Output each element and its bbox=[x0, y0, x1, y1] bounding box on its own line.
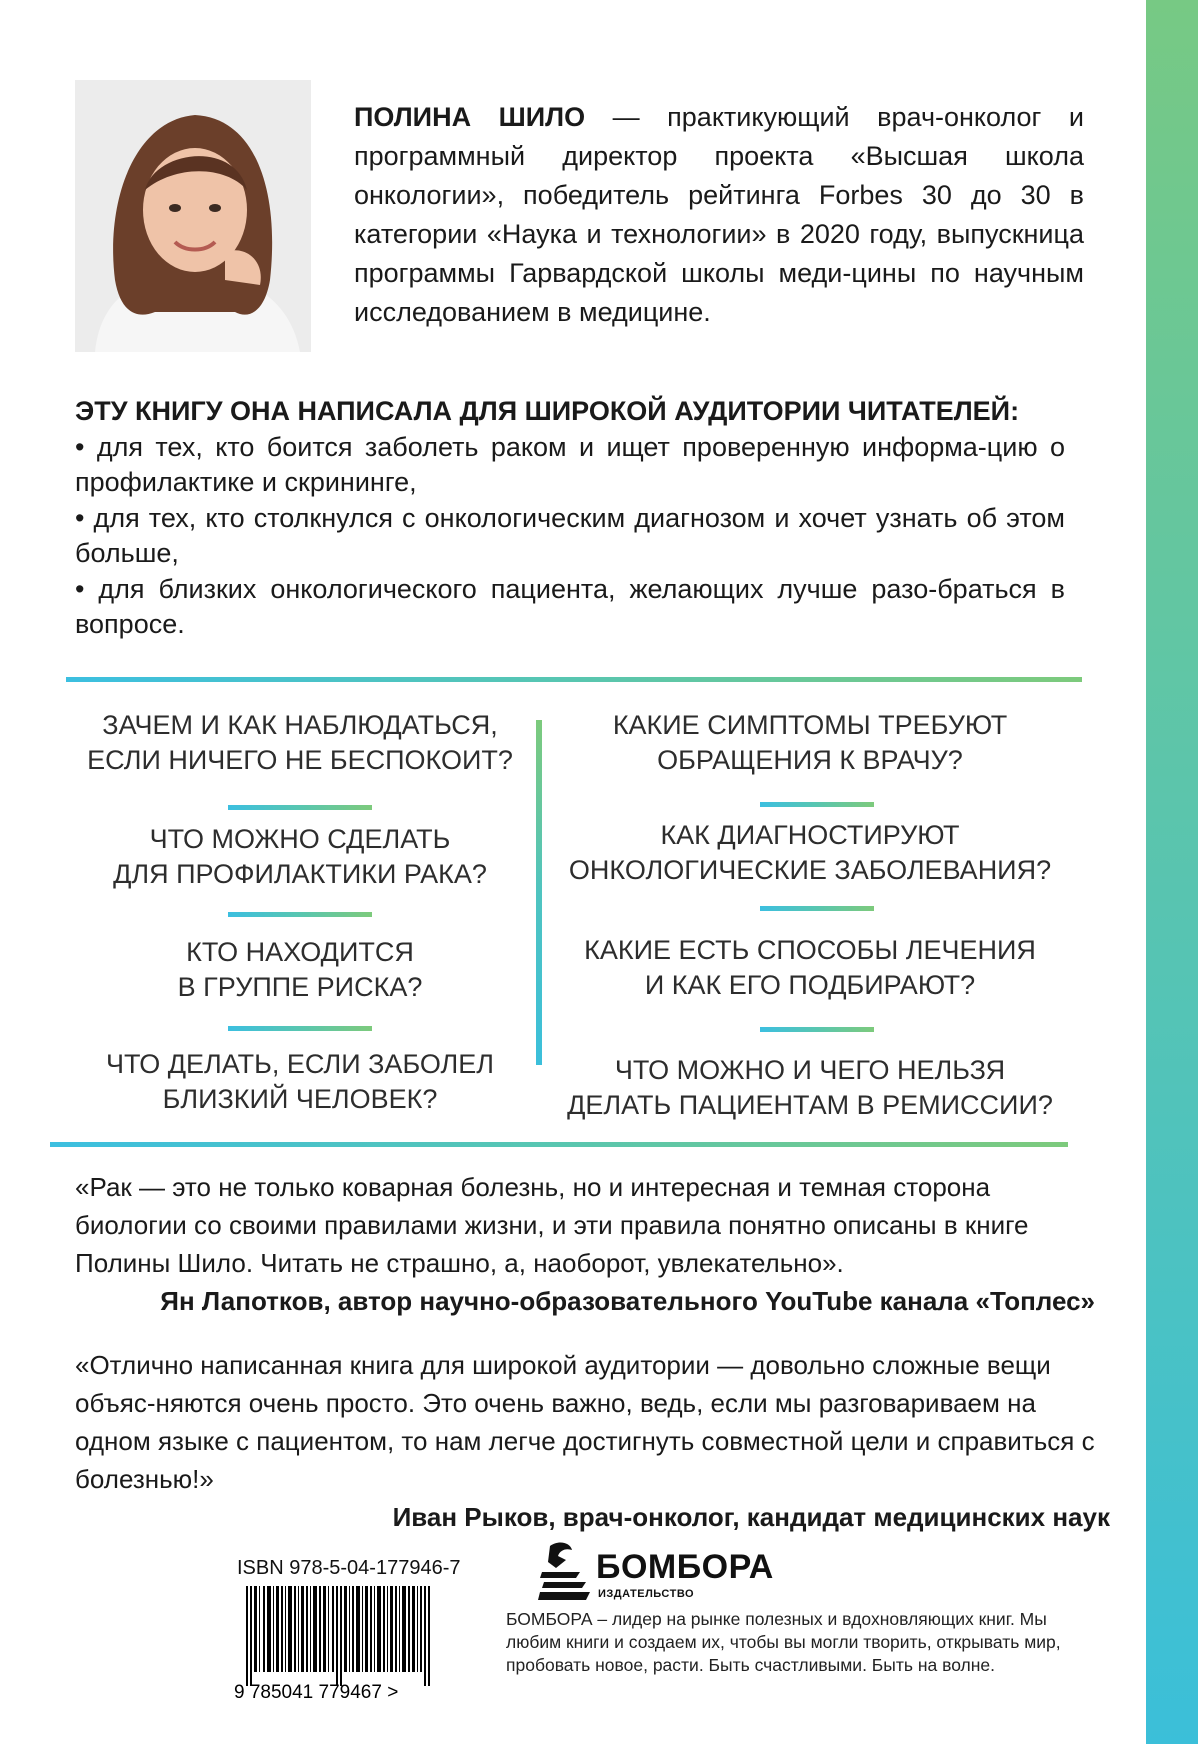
audience-item: • для тех, кто столкнулся с онкологическим диагнозом и хочет узнать об этом больше, bbox=[75, 502, 1065, 568]
question-divider bbox=[228, 1026, 372, 1031]
quote-2 bbox=[75, 1346, 1110, 1536]
top-divider bbox=[66, 677, 1082, 682]
question-left-1: ЗАЧЕМ И КАК НАБЛЮДАТЬСЯ, ЕСЛИ НИЧЕГО НЕ БЕСПОКОИТ? bbox=[87, 710, 513, 775]
author-bio bbox=[354, 98, 1084, 332]
bottom-divider bbox=[50, 1142, 1068, 1147]
barcode bbox=[234, 1586, 452, 1700]
question-right-1: КАКИЕ СИМПТОМЫ ТРЕБУЮТ ОБРАЩЕНИЯ К ВРАЧУ? bbox=[612, 710, 1008, 775]
quote-author: Иван Рыков, врач-онколог, кандидат медицинских наук bbox=[392, 1502, 1110, 1532]
bombora-logo-icon bbox=[536, 1538, 594, 1606]
quote-text: «Отлично написанная книга для широкой аудитории — довольно сложные вещи объяс-няются очень просто. Это очень важно, ведь, если мы разговариваем на одном языке с пациентом, то нам легче достигнуть совместной цели и справиться с болезнью!» bbox=[75, 1350, 1095, 1494]
question-left-3: КТО НАХОДИТСЯ В ГРУППЕ РИСКА? bbox=[177, 937, 423, 1002]
side-color-strip bbox=[1146, 0, 1198, 1744]
publisher-description: БОМБОРА – лидер на рынке полезных и вдохновляющих книг. Мы любим книги и создаем их, чтобы вы могли творить, открывать мир, пробовать новое, расти. Быть счастливыми. Быть на волне. bbox=[506, 1609, 1061, 1675]
isbn-label: ISBN 978-5-04-177946-7 bbox=[237, 1557, 461, 1579]
question-divider bbox=[760, 906, 874, 911]
author-photo bbox=[75, 80, 311, 352]
question-left-2: ЧТО МОЖНО СДЕЛАТЬ ДЛЯ ПРОФИЛАКТИКИ РАКА? bbox=[113, 824, 487, 889]
audience-title: ЭТУ КНИГУ ОНА НАПИСАЛА ДЛЯ ШИРОКОЙ АУДИТОРИИ ЧИТАТЕЛЕЙ: bbox=[75, 396, 1020, 426]
question-divider bbox=[228, 912, 372, 917]
author-name: ПОЛИНА ШИЛО bbox=[354, 102, 586, 132]
publisher-logo bbox=[536, 1538, 774, 1608]
author-bio-text: — практикующий врач-онколог и программный директор проекта «Высшая школа онкологии», победитель рейтинга Forbes 30 до 30 в категории «Наука и технологии» в 2020 году, выпускница программы Гарвардской школы меди-цины по научным исследованием в медицине. bbox=[354, 102, 1084, 327]
question-divider bbox=[760, 802, 874, 807]
audience-section bbox=[75, 394, 1065, 643]
audience-item: • для тех, кто боится заболеть раком и ищет проверенную информа-цию о профилактике и скрининге, bbox=[75, 431, 1065, 497]
question-divider bbox=[760, 1027, 874, 1032]
question-right-3: КАКИЕ ЕСТЬ СПОСОБЫ ЛЕЧЕНИЯ И КАК ЕГО ПОДБИРАЮТ? bbox=[584, 935, 1036, 1000]
barcode-digits: 9 785041 779467 > bbox=[234, 1682, 399, 1700]
quote-author: Ян Лапотков, автор научно-образовательного YouTube канала «Топлес» bbox=[160, 1286, 1095, 1316]
question-right-2: КАК ДИАГНОСТИРУЮТ ОНКОЛОГИЧЕСКИЕ ЗАБОЛЕВАНИЯ? bbox=[568, 820, 1052, 885]
question-left-4: ЧТО ДЕЛАТЬ, ЕСЛИ ЗАБОЛЕЛ БЛИЗКИЙ ЧЕЛОВЕК? bbox=[105, 1049, 495, 1114]
quote-text: «Рак — это не только коварная болезнь, но и интересная и темная сторона биологии со своими правилами жизни, и эти правила понятно описаны в книге Полины Шило. Читать не страшно, а, наоборот, увлекательно». bbox=[75, 1172, 1029, 1278]
quote-1 bbox=[75, 1168, 1095, 1320]
audience-item: • для близких онкологического пациента, желающих лучше разо-браться в вопросе. bbox=[75, 573, 1065, 639]
column-divider bbox=[536, 720, 542, 1065]
publisher-brand: БОМБОРА bbox=[596, 1548, 774, 1586]
publisher-sub: ИЗДАТЕЛЬСТВО bbox=[598, 1588, 695, 1600]
question-divider bbox=[228, 805, 372, 810]
question-right-4: ЧТО МОЖНО И ЧЕГО НЕЛЬЗЯ ДЕЛАТЬ ПАЦИЕНТАМ В РЕМИССИИ? bbox=[567, 1055, 1053, 1120]
